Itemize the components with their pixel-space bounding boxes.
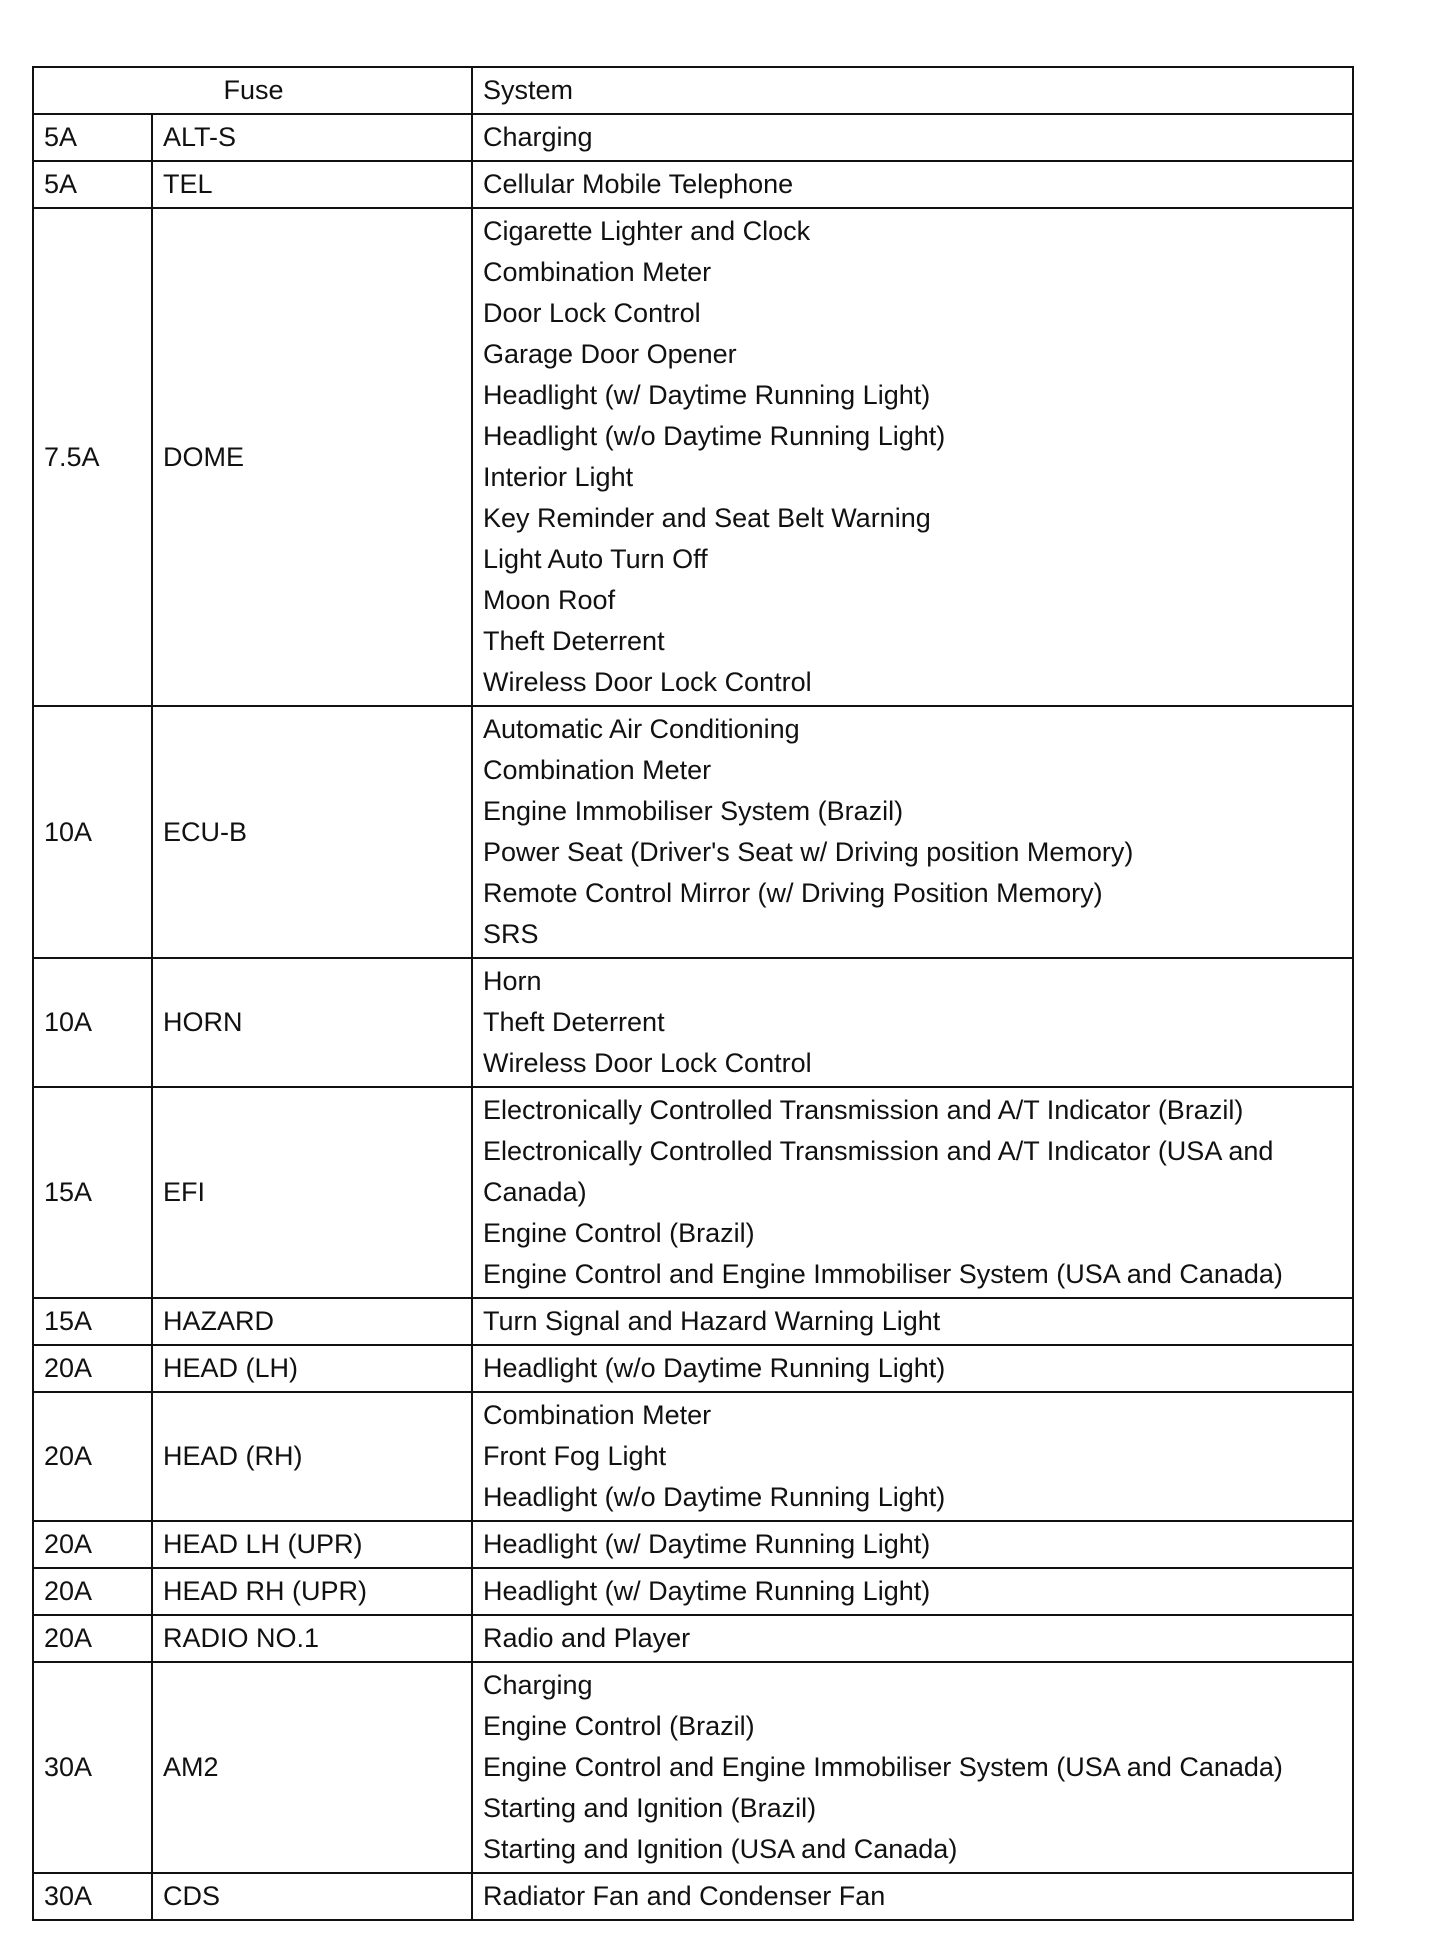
system-item: Cellular Mobile Telephone (483, 169, 794, 199)
fuse-name: HEAD LH (UPR) (152, 1521, 472, 1568)
system-item: Horn (483, 966, 542, 996)
system-item: Moon Roof (483, 585, 616, 615)
system-list (472, 1568, 1353, 1615)
system-list (472, 1615, 1353, 1662)
fuse-amperage: 20A (33, 1345, 152, 1392)
system-item: Combination Meter (483, 755, 712, 785)
fuse-amperage: 10A (33, 706, 152, 958)
table-row (33, 1345, 1353, 1392)
system-list (472, 1521, 1353, 1568)
system-list (472, 1662, 1353, 1873)
system-item: Garage Door Opener (483, 339, 737, 369)
system-item: Radiator Fan and Condenser Fan (483, 1881, 886, 1911)
system-item: Wireless Door Lock Control (483, 1048, 812, 1078)
table-row (33, 1615, 1353, 1662)
system-item: Interior Light (483, 462, 634, 492)
system-item: Headlight (w/o Daytime Running Light) (483, 1482, 946, 1512)
system-item: Power Seat (Driver's Seat w/ Driving position Memory) (483, 837, 1134, 867)
system-item: Automatic Air Conditioning (483, 714, 800, 744)
system-list (472, 1298, 1353, 1345)
system-item: Engine Control (Brazil) (483, 1218, 755, 1248)
table-row (33, 1521, 1353, 1568)
system-item: Radio and Player (483, 1623, 691, 1653)
system-item: Wireless Door Lock Control (483, 667, 812, 697)
system-item: Key Reminder and Seat Belt Warning (483, 503, 931, 533)
system-item: Remote Control Mirror (w/ Driving Position Memory) (483, 878, 1103, 908)
fuse-name: ECU-B (152, 706, 472, 958)
fuse-column-header: Fuse (33, 67, 472, 114)
system-item: Headlight (w/ Daytime Running Light) (483, 1529, 931, 1559)
system-item: Theft Deterrent (483, 1007, 665, 1037)
system-item: Engine Control and Engine Immobiliser System (USA and Canada) (483, 1752, 1283, 1782)
fuse-name: EFI (152, 1087, 472, 1298)
fuse-name: DOME (152, 208, 472, 706)
system-item: Front Fog Light (483, 1441, 667, 1471)
fuse-amperage: 15A (33, 1087, 152, 1298)
fuse-name: HEAD (LH) (152, 1345, 472, 1392)
system-list (472, 1873, 1353, 1920)
table-header (33, 67, 1353, 114)
fuse-amperage: 7.5A (33, 208, 152, 706)
table-row (33, 1662, 1353, 1873)
system-item: Charging (483, 122, 593, 152)
system-list (472, 114, 1353, 161)
fuse-amperage: 30A (33, 1662, 152, 1873)
system-item: Engine Immobiliser System (Brazil) (483, 796, 904, 826)
system-list (472, 1392, 1353, 1521)
system-list (472, 208, 1353, 706)
system-list (472, 161, 1353, 208)
system-item: Electronically Controlled Transmission and A/T Indicator (Brazil) (483, 1095, 1244, 1125)
system-item: Light Auto Turn Off (483, 544, 708, 574)
fuse-name: HAZARD (152, 1298, 472, 1345)
fuse-amperage: 20A (33, 1392, 152, 1521)
system-item: Combination Meter (483, 1400, 712, 1430)
fuse-amperage: 20A (33, 1615, 152, 1662)
system-item: Cigarette Lighter and Clock (483, 216, 811, 246)
fuse-amperage: 20A (33, 1521, 152, 1568)
fuse-amperage: 10A (33, 958, 152, 1087)
system-list (472, 1345, 1353, 1392)
system-item: Turn Signal and Hazard Warning Light (483, 1306, 941, 1336)
system-item: Headlight (w/ Daytime Running Light) (483, 1576, 931, 1606)
system-item: Engine Control (Brazil) (483, 1711, 755, 1741)
fuse-amperage: 5A (33, 114, 152, 161)
system-item: Headlight (w/o Daytime Running Light) (483, 421, 946, 451)
system-item: SRS (483, 919, 539, 949)
table-body (33, 114, 1353, 1920)
table-row (33, 1568, 1353, 1615)
system-item: Electronically Controlled Transmission and A/T Indicator (USA and Canada) (483, 1136, 1274, 1207)
table-row (33, 1392, 1353, 1521)
system-item: Headlight (w/ Daytime Running Light) (483, 380, 931, 410)
fuse-table (32, 66, 1354, 1921)
table-row (33, 1087, 1353, 1298)
system-list (472, 958, 1353, 1087)
system-item: Theft Deterrent (483, 626, 665, 656)
system-item: Combination Meter (483, 257, 712, 287)
table-row (33, 958, 1353, 1087)
system-item: Starting and Ignition (Brazil) (483, 1793, 817, 1823)
fuse-amperage: 5A (33, 161, 152, 208)
table-row (33, 208, 1353, 706)
fuse-amperage: 15A (33, 1298, 152, 1345)
fuse-name: HEAD RH (UPR) (152, 1568, 472, 1615)
system-item: Engine Control and Engine Immobiliser System (USA and Canada) (483, 1259, 1283, 1289)
system-item: Starting and Ignition (USA and Canada) (483, 1834, 958, 1864)
fuse-name: HEAD (RH) (152, 1392, 472, 1521)
fuse-name: RADIO NO.1 (152, 1615, 472, 1662)
system-list (472, 1087, 1353, 1298)
system-column-header: System (472, 67, 1353, 114)
fuse-name: ALT-S (152, 114, 472, 161)
table-row (33, 706, 1353, 958)
table-row (33, 1298, 1353, 1345)
system-item: Door Lock Control (483, 298, 701, 328)
table-row (33, 114, 1353, 161)
fuse-amperage: 30A (33, 1873, 152, 1920)
table-row (33, 161, 1353, 208)
system-list (472, 706, 1353, 958)
header-row (33, 67, 1353, 114)
table-row (33, 1873, 1353, 1920)
system-item: Charging (483, 1670, 593, 1700)
fuse-name: CDS (152, 1873, 472, 1920)
system-item: Headlight (w/o Daytime Running Light) (483, 1353, 946, 1383)
fuse-name: TEL (152, 161, 472, 208)
fuse-name: HORN (152, 958, 472, 1087)
fuse-name: AM2 (152, 1662, 472, 1873)
fuse-amperage: 20A (33, 1568, 152, 1615)
